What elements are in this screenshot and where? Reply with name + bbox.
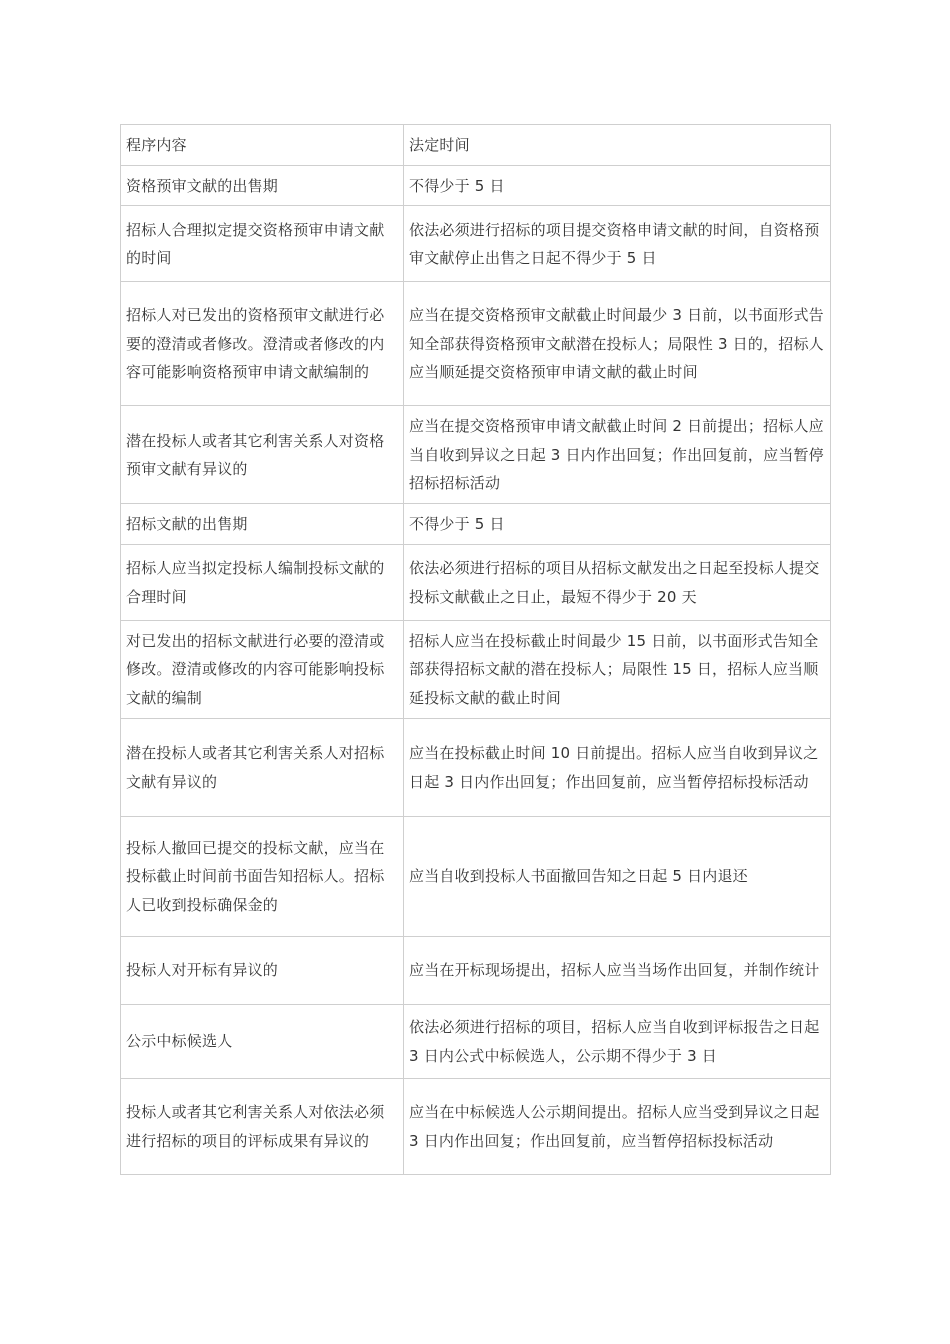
legal-time-cell: 应当在投标截止时间 10 日前提出。招标人应当自收到异议之日起 3 日内作出回复；作出回复前，应当暂停招标投标活动 (404, 718, 831, 816)
legal-time-cell: 不得少于 5 日 (404, 504, 831, 545)
procedure-cell: 招标文献的出售期 (121, 504, 404, 545)
procedure-cell: 资格预审文献的出售期 (121, 165, 404, 206)
table-row (121, 1078, 831, 1174)
table-row (121, 1004, 831, 1078)
table-row (121, 206, 831, 282)
procedure-time-table (120, 124, 831, 1175)
header-procedure: 程序内容 (121, 125, 404, 166)
legal-time-cell: 应当在开标现场提出，招标人应当当场作出回复，并制作统计 (404, 936, 831, 1004)
table-row (121, 544, 831, 620)
procedure-cell: 投标人对开标有异议的 (121, 936, 404, 1004)
procedure-cell: 对已发出的招标文献进行必要的澄清或修改。澄清或修改的内容可能影响投标文献的编制 (121, 620, 404, 718)
table-row (121, 718, 831, 816)
legal-time-cell: 应当在中标候选人公示期间提出。招标人应当受到异议之日起 3 日内作出回复；作出回复前，应当暂停招标投标活动 (404, 1078, 831, 1174)
table-row (121, 165, 831, 206)
legal-time-cell: 招标人应当在投标截止时间最少 15 日前，以书面形式告知全部获得招标文献的潜在投标人；局限性 15 日，招标人应当顺延投标文献的截止时间 (404, 620, 831, 718)
legal-time-cell: 应当在提交资格预审申请文献截止时间 2 日前提出；招标人应当自收到异议之日起 3 日内作出回复；作出回复前，应当暂停招标招标活动 (404, 406, 831, 504)
table-header-row (121, 125, 831, 166)
legal-time-cell: 应当在提交资格预审文献截止时间最少 3 日前，以书面形式告知全部获得资格预审文献潜在投标人；局限性 3 日的，招标人应当顺延提交资格预审申请文献的截止时间 (404, 282, 831, 406)
procedure-cell: 招标人对已发出的资格预审文献进行必要的澄清或者修改。澄清或者修改的内容可能影响资格预审申请文献编制的 (121, 282, 404, 406)
procedure-cell: 潜在投标人或者其它利害关系人对资格预审文献有异议的 (121, 406, 404, 504)
table-row (121, 504, 831, 545)
legal-time-cell: 不得少于 5 日 (404, 165, 831, 206)
legal-time-cell: 依法必须进行招标的项目，招标人应当自收到评标报告之日起 3 日内公式中标候选人，公示期不得少于 3 日 (404, 1004, 831, 1078)
procedure-cell: 招标人合理拟定提交资格预审申请文献的时间 (121, 206, 404, 282)
legal-time-cell: 应当自收到投标人书面撤回告知之日起 5 日内退还 (404, 816, 831, 936)
procedure-cell: 公示中标候选人 (121, 1004, 404, 1078)
procedure-cell: 潜在投标人或者其它利害关系人对招标文献有异议的 (121, 718, 404, 816)
header-legal-time: 法定时间 (404, 125, 831, 166)
table-row (121, 936, 831, 1004)
legal-time-cell: 依法必须进行招标的项目提交资格申请文献的时间，自资格预审文献停止出售之日起不得少于 5 日 (404, 206, 831, 282)
procedure-cell: 招标人应当拟定投标人编制投标文献的合理时间 (121, 544, 404, 620)
procedure-cell: 投标人或者其它利害关系人对依法必须进行招标的项目的评标成果有异议的 (121, 1078, 404, 1174)
procedure-cell: 投标人撤回已提交的投标文献，应当在投标截止时间前书面告知招标人。招标人已收到投标确保金的 (121, 816, 404, 936)
table-row (121, 620, 831, 718)
table-row (121, 406, 831, 504)
table-row (121, 816, 831, 936)
table-row (121, 282, 831, 406)
legal-time-cell: 依法必须进行招标的项目从招标文献发出之日起至投标人提交投标文献截止之日止，最短不得少于 20 天 (404, 544, 831, 620)
